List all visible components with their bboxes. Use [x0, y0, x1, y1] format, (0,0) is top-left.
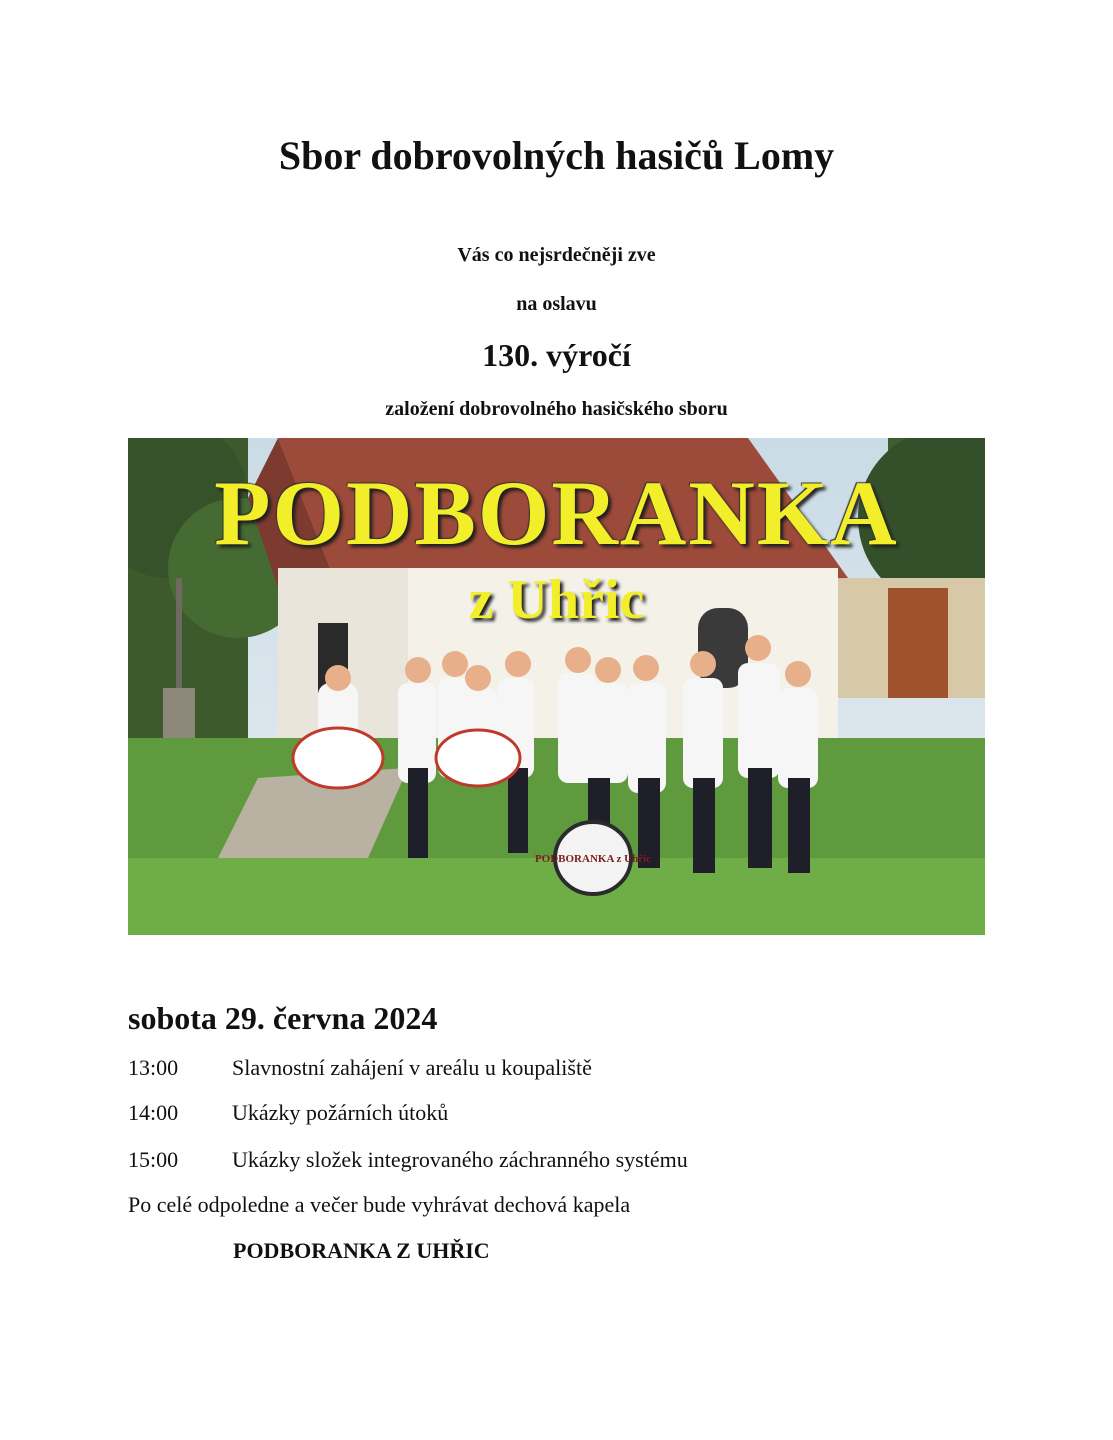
program-time: 14:00: [128, 1100, 179, 1125]
music-note: Po celé odpoledne a večer bude vyhrávat dechová kapela: [128, 1192, 631, 1217]
invitation-line: založení dobrovolného hasičského sboru: [385, 398, 728, 420]
invitation-line: na oslavu: [516, 293, 597, 315]
band-name: PODBORANKA Z UHŘIC: [233, 1238, 490, 1263]
band-photo-subtitle: z Uhřic: [468, 569, 645, 631]
page-title: Sbor dobrovolných hasičů Lomy: [278, 133, 835, 178]
band-photo-title: PODBORANKA: [214, 462, 899, 564]
invitation-line: Vás co nejsrdečněji zve: [457, 244, 656, 266]
program-time: 13:00: [128, 1055, 179, 1080]
drum-label: PODBORANKA z Uhřic: [534, 853, 652, 865]
program-item: [128, 1055, 592, 1081]
program-text: Ukázky požárních útoků: [232, 1100, 449, 1125]
program-text: Slavnostní zahájení v areálu u koupaliště: [232, 1055, 592, 1080]
program-text: Ukázky složek integrovaného záchranného systému: [232, 1147, 688, 1172]
program-item: [128, 1100, 448, 1126]
anniversary-heading: 130. výročí: [482, 337, 631, 373]
band-photo: [128, 438, 985, 935]
program-time: 15:00: [128, 1147, 179, 1172]
program-item: [128, 1147, 688, 1173]
event-date: sobota 29. června 2024: [128, 1000, 438, 1036]
